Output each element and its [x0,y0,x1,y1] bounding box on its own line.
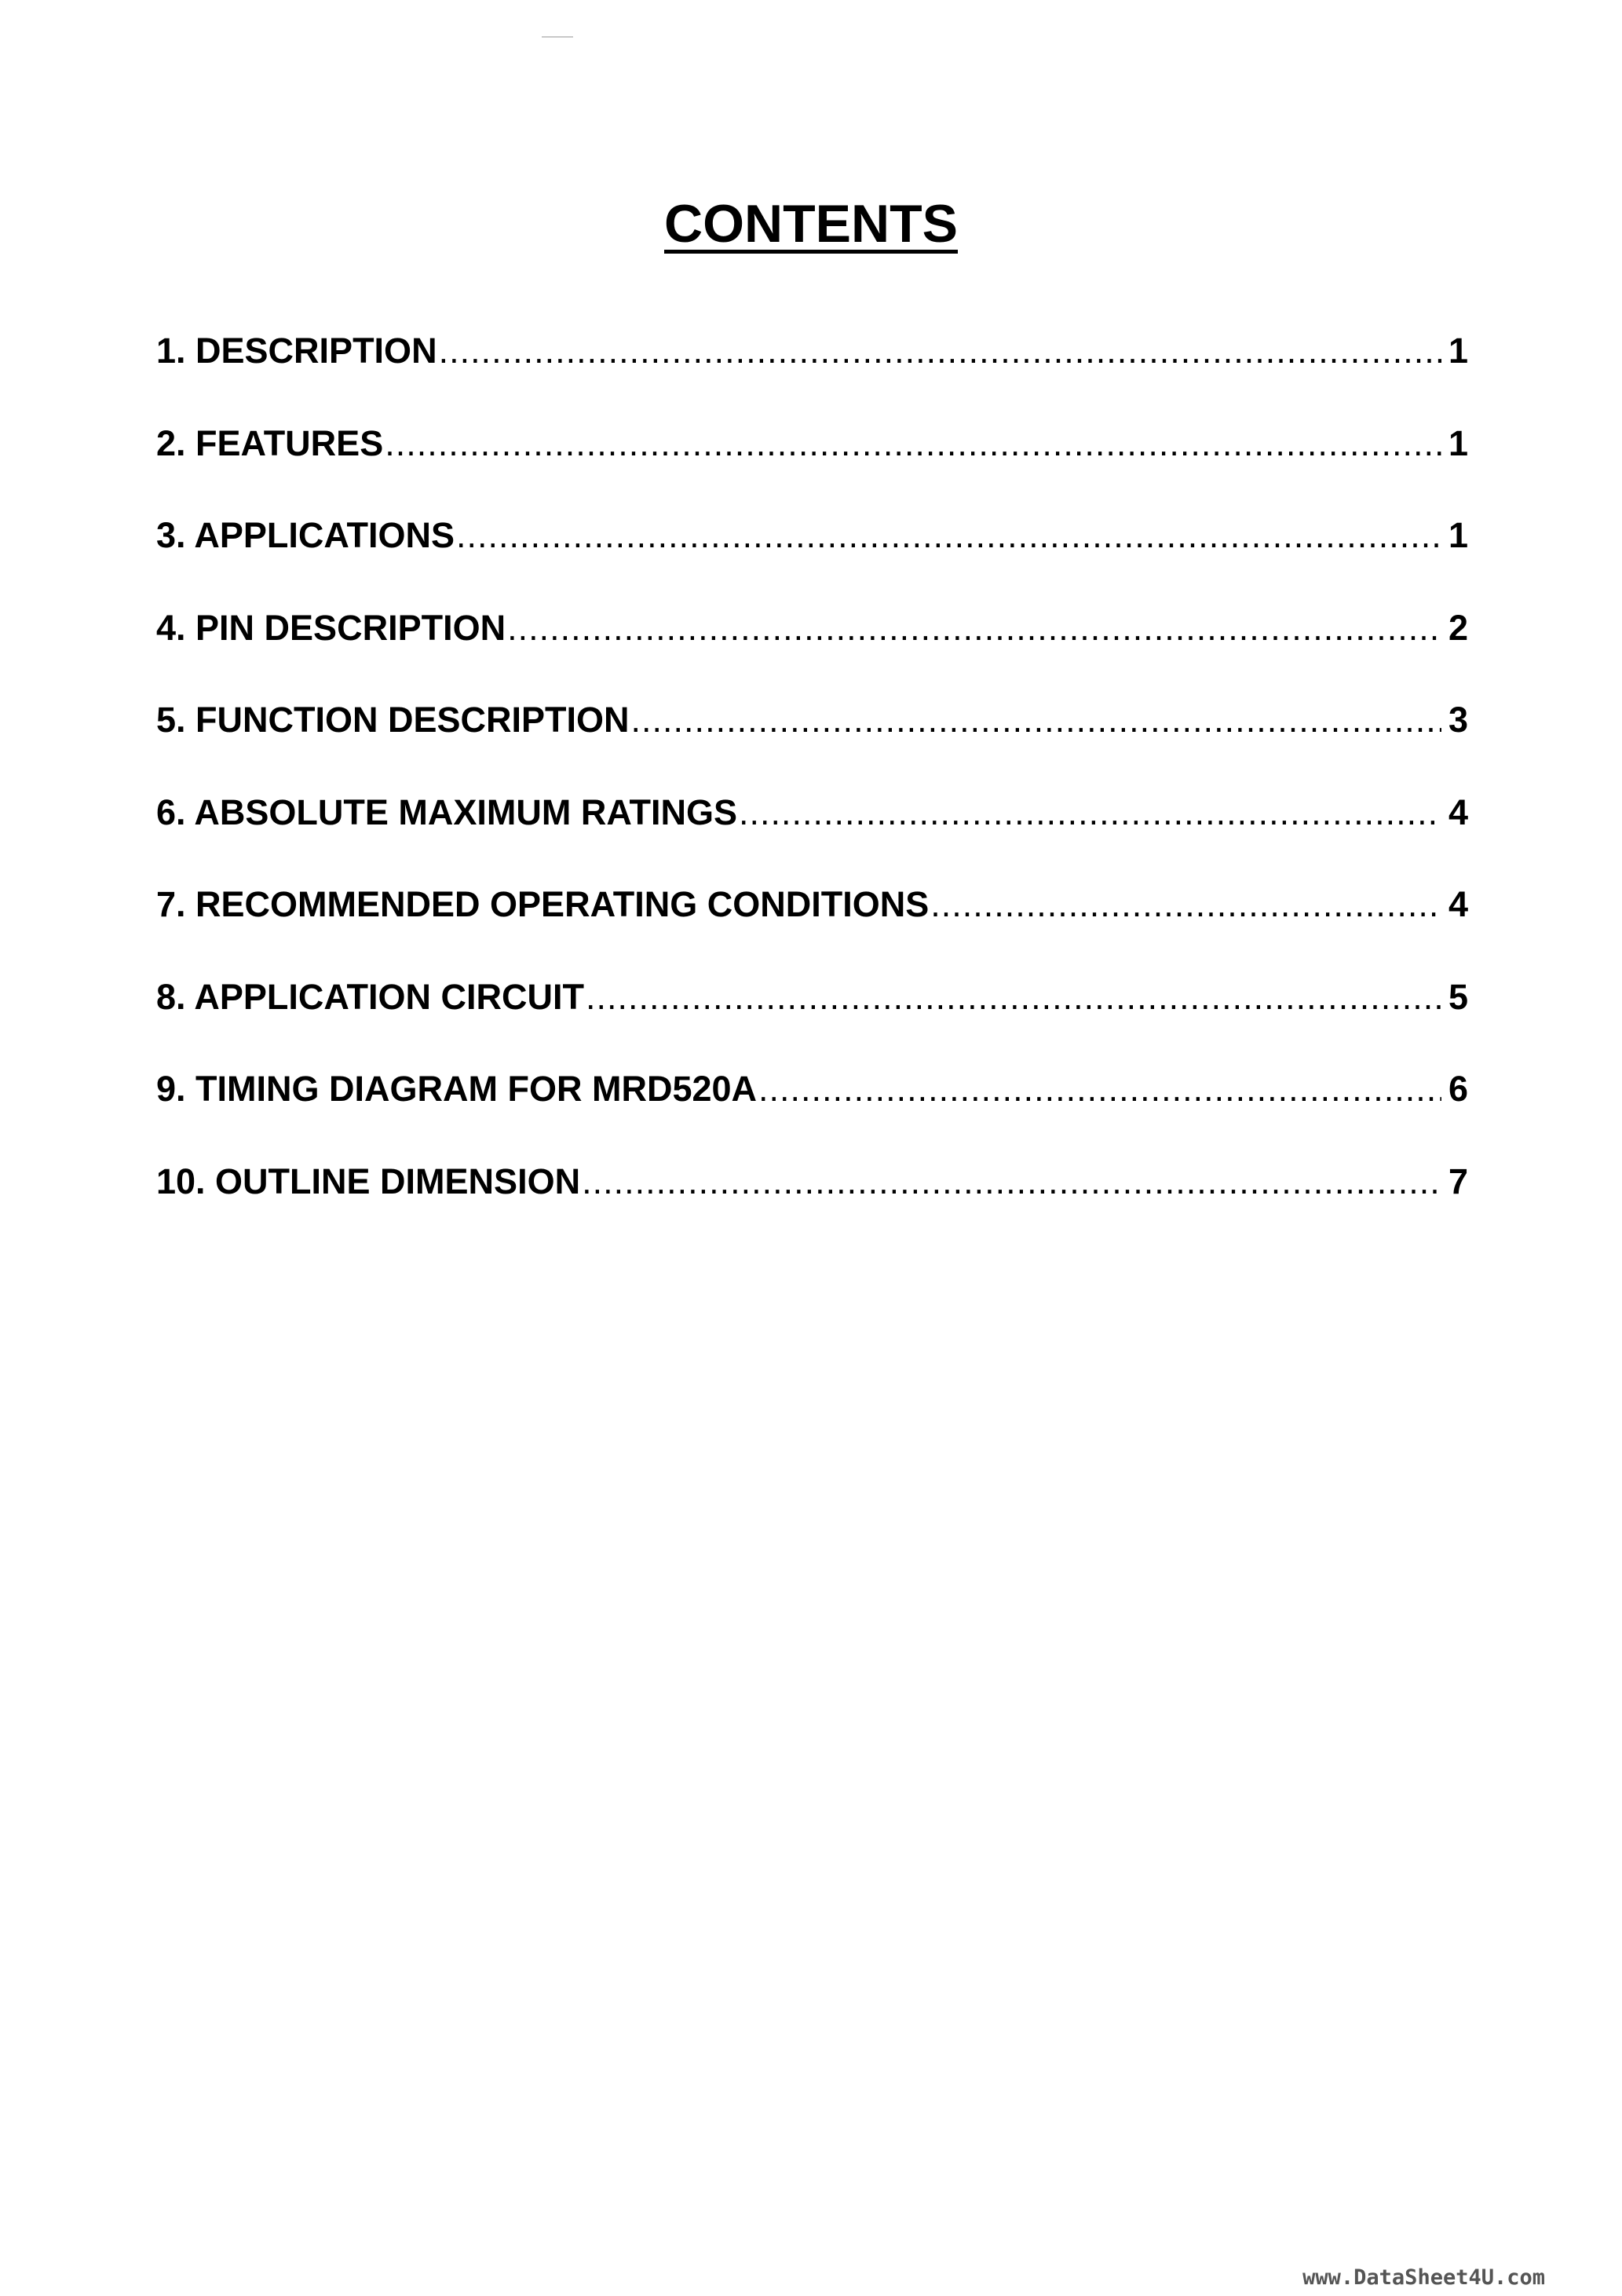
toc-dot-leader [586,979,1441,1015]
toc-dot-leader [439,333,1441,368]
toc-entry-label: 3. APPLICATIONS [156,517,455,555]
toc-entry-page: 1 [1448,333,1468,371]
toc-entry-page: 6 [1448,1071,1468,1109]
toc-entry-description[interactable] [156,333,1468,426]
toc-entry-outline-dimension[interactable] [156,1164,1468,1256]
toc-dot-leader [930,887,1441,922]
table-of-contents [156,333,1468,1256]
toc-entry-label: 6. ABSOLUTE MAXIMUM RATINGS [156,794,737,832]
toc-dot-leader [758,1071,1441,1106]
scan-artifact-mark [542,36,573,38]
toc-entry-absolute-maximum-ratings[interactable] [156,795,1468,887]
toc-entry-page: 3 [1448,702,1468,740]
page-title [0,193,1622,254]
toc-entry-page: 7 [1448,1163,1468,1201]
toc-entry-features[interactable] [156,426,1468,518]
toc-dot-leader [631,702,1441,737]
toc-entry-page: 1 [1448,517,1468,555]
toc-entry-page: 2 [1448,609,1468,648]
toc-entry-recommended-operating-conditions[interactable] [156,887,1468,979]
toc-entry-timing-diagram[interactable] [156,1071,1468,1164]
toc-entry-function-description[interactable] [156,702,1468,795]
toc-entry-label: 2. FEATURES [156,425,384,463]
toc-dot-leader [385,426,1441,461]
toc-dot-leader [582,1164,1441,1199]
toc-dot-leader [456,517,1441,553]
toc-entry-label: 7. RECOMMENDED OPERATING CONDITIONS [156,887,930,924]
toc-entry-label: 9. TIMING DIAGRAM FOR MRD520A [156,1071,758,1109]
toc-entry-label: 4. PIN DESCRIPTION [156,609,506,648]
toc-entry-label: 10. OUTLINE DIMENSION [156,1163,581,1201]
toc-entry-applications[interactable] [156,517,1468,610]
toc-entry-label: 1. DESCRIPTION [156,333,437,371]
toc-entry-page: 1 [1448,425,1468,463]
toc-dot-leader [739,795,1441,830]
toc-entry-page: 5 [1448,978,1468,1017]
toc-entry-label: 8. APPLICATION CIRCUIT [156,978,585,1017]
toc-dot-leader [507,610,1441,645]
watermark-url: www.DataSheet4U.com [1302,2265,1545,2290]
toc-entry-label: 5. FUNCTION DESCRIPTION [156,702,630,740]
toc-entry-pin-description[interactable] [156,610,1468,703]
toc-entry-page: 4 [1448,794,1468,832]
toc-entry-application-circuit[interactable] [156,979,1468,1072]
page-title-text: CONTENTS [664,193,958,254]
toc-entry-page: 4 [1448,887,1468,924]
